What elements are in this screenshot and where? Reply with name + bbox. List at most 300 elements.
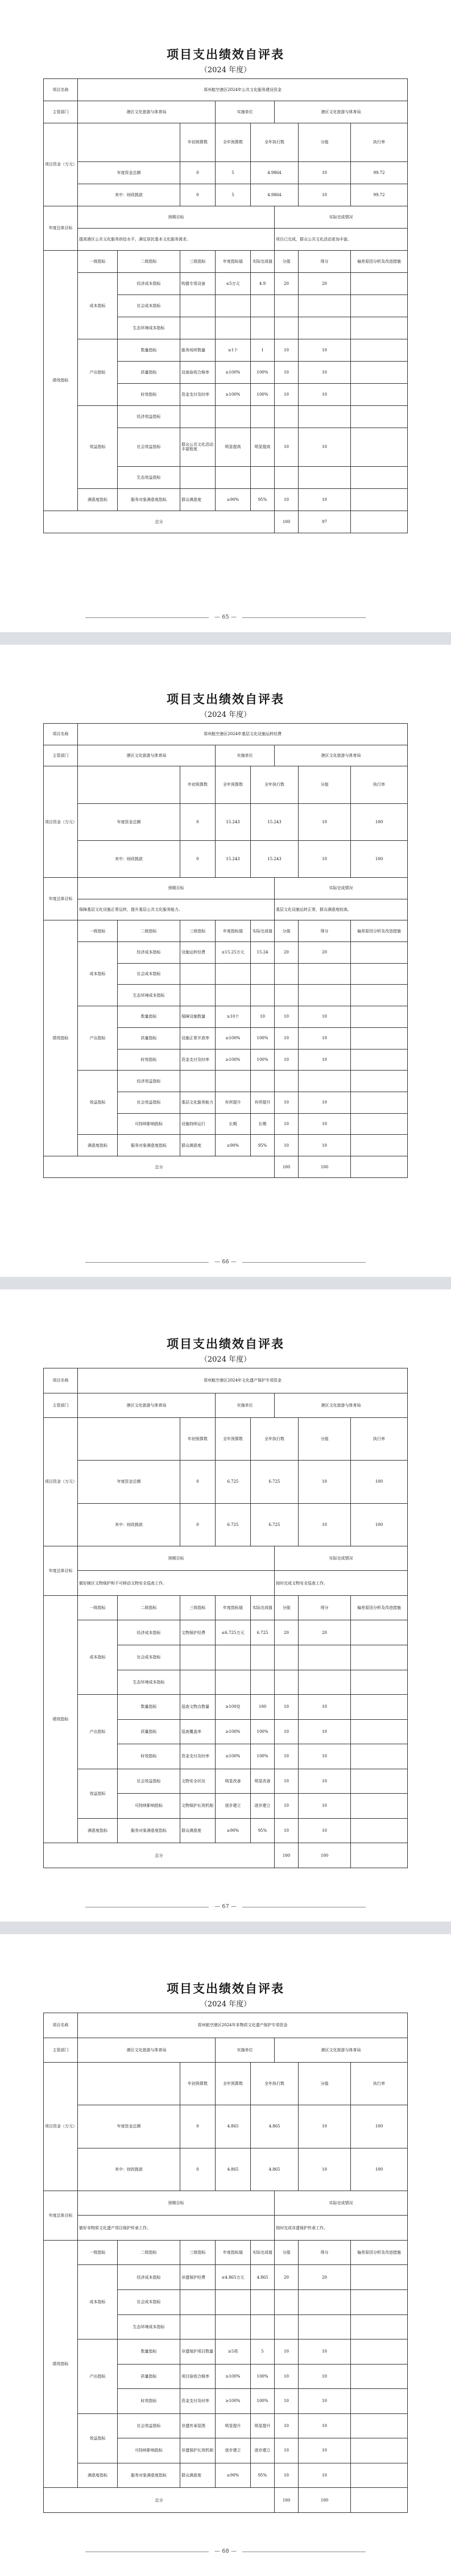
funds-header-cell: 年初预算数 [180,766,216,803]
indicator-cell: 100% [251,2389,275,2414]
indicator-cell: 逐步建立 [216,1794,251,1819]
indicator-cell: 设施持续运行 [180,1113,216,1135]
indicator-cell [351,942,408,964]
indicator-row [44,272,408,294]
indicator-cell [351,2265,408,2290]
dept-label: 主管部门 [44,2038,78,2063]
indicator-cell: 100% [251,1744,275,1769]
indicator-cell: 服务对象满意度指标 [118,488,180,511]
indicator-cell: 有所提升 [216,1092,251,1113]
indicator-cell [351,272,408,294]
indicator-cell [251,1071,275,1092]
indicator-cell: 明显改善 [216,1769,251,1794]
indicator-cell: 数量指标 [118,339,180,361]
evaluation-table [43,2013,408,2513]
indicator-cell: 20 [275,1620,299,1645]
indicator-cell: 10 [275,1719,299,1744]
table-row [44,1156,408,1178]
indicator-cell: 100% [251,362,275,384]
table-row [44,123,408,162]
funds-cell: 15.243 [216,803,251,840]
indicator-cell: 20 [275,272,299,294]
indicator-level1: 满意度指标 [78,1818,118,1843]
funds-header-cell: 全年预算数 [216,1418,251,1461]
indicator-cell [351,1695,408,1720]
total-label: 总分 [44,1843,275,1868]
table-row [44,2013,408,2038]
indicator-cell [351,1670,408,1695]
indicator-cell [351,1794,408,1819]
indicator-row [44,2463,408,2488]
indicator-level1: 成本指标 [78,1620,118,1695]
project-name-label: 项目名称 [44,2013,78,2038]
indicator-cell: 10 [275,1818,299,1843]
indicator-cell: 10 [275,2413,299,2438]
indicator-header-cell: 偏差原因分析及改进措施 [351,250,408,272]
total-blank [351,2488,408,2513]
funds-label: 项目资金（万元） [44,766,78,878]
indicator-level1: 效益指标 [78,406,118,489]
funds-cell: 其中：财政拨款 [78,1503,180,1546]
dept-value: 港区文化旅游与体育局 [78,2038,216,2063]
indicator-cell: 文物保护长效机制 [180,1794,216,1819]
indicator-cell: 15.24 [251,942,275,964]
page-number-text: — 68 — [209,2548,242,2554]
funds-cell: 0 [180,184,216,206]
indicator-cell [216,294,251,317]
indicator-cell: 10 [299,428,351,467]
funds-cell: 15.243 [216,840,251,877]
indicator-cell [275,406,299,428]
indicator-cell [351,1049,408,1071]
indicator-cell: 20 [299,942,351,964]
indicator-cell: 保障设施数量 [180,1006,216,1028]
goal-actual-label: 实际完成情况 [275,1546,408,1571]
funds-cell: 10 [299,2105,351,2148]
indicator-header-cell: 一级指标 [78,1595,118,1620]
indicator-cell: 社会效益指标 [118,2413,180,2438]
funds-cell: 100 [351,803,408,840]
funds-cell: 0 [180,1503,216,1546]
indicator-cell [180,1071,216,1092]
impl-value: 港区文化旅游与体育局 [275,2038,408,2063]
indicator-cell: 社会成本指标 [118,294,180,317]
goal-expected-label: 预期目标 [78,1546,275,1571]
indicator-cell [251,1645,275,1670]
indicator-cell: 10 [275,2438,299,2463]
indicator-cell [251,294,275,317]
funds-cell: 0 [180,2105,216,2148]
total-blank [351,511,408,533]
indicator-cell [351,2438,408,2463]
indicator-cell: 社会效益指标 [118,1769,180,1794]
indicator-header-cell: 三级指标 [180,2240,216,2265]
page-1 [0,0,451,631]
table-row [44,920,408,942]
indicator-cell [351,466,408,488]
indicator-cell [351,1620,408,1645]
indicator-cell: 设备验收合格率 [180,362,216,384]
table-row [44,1546,408,1571]
indicator-cell [351,1027,408,1049]
total-score: 100 [275,1156,299,1178]
indicator-header-cell: 实际完成值 [251,250,275,272]
funds-header-cell: 分值 [299,1418,351,1461]
indicator-cell: 6.725 [251,1620,275,1645]
goal-actual-label: 实际完成情况 [275,877,408,899]
funds-cell: 4.865 [251,2105,299,2148]
indicator-cell: 10 [299,1027,351,1049]
indicator-cell: ≥100% [216,1049,251,1071]
indicator-cell: ≤5万元 [216,272,251,294]
dept-label: 主管部门 [44,101,78,123]
indicator-header-cell: 一级指标 [78,250,118,272]
table-row [44,206,408,228]
indicator-cell: 10 [275,339,299,361]
page-4 [0,1934,451,2565]
indicator-cell: 服务对象满意度指标 [118,2463,180,2488]
page-title: 项目支出绩效自评表 [167,1982,284,1996]
indicator-cell: 100 [251,1695,275,1720]
indicator-cell: 数量指标 [118,1006,180,1028]
indicator-level1: 成本指标 [78,942,118,1006]
indicator-cell: 可持续影响指标 [118,1113,180,1135]
project-name-label: 项目名称 [44,724,78,745]
indicator-cell: 服务对象满意度指标 [118,1818,180,1843]
goal-actual: 按时完成非遗保护传承工作。 [275,2216,408,2241]
funds-header-cell: 执行率 [351,766,408,803]
goal-label: 年度总体目标 [44,877,78,920]
total-score: 100 [275,511,299,533]
indicator-cell: 购置专用设备 [180,272,216,294]
indicator-cell: 数量指标 [118,1695,180,1720]
indicator-cell: 时效指标 [118,384,180,406]
evaluation-table [43,1368,408,1868]
indicator-cell [251,1670,275,1695]
indicator-cell: 10 [275,2364,299,2389]
indicator-cell: ≤15.25万元 [216,942,251,964]
indicator-header-cell: 偏差原因分析及改进措施 [351,2240,408,2265]
indicator-cell: 10 [299,2438,351,2463]
indicator-cell: 100% [251,1719,275,1744]
funds-cell: 10 [299,161,351,184]
page-3 [0,1289,451,1920]
indicator-cell [216,963,251,985]
indicator-cell: 社会成本指标 [118,963,180,985]
funds-label: 项目资金（万元） [44,1418,78,1546]
indicator-cell [216,466,251,488]
goal-label: 年度总体目标 [44,2191,78,2240]
indicator-cell: 非遗保护经费 [180,2265,216,2290]
indicator-cell: 10 [275,1006,299,1028]
goal-expected: 做好非物质文化遗产项目保护传承工作。 [78,2216,275,2241]
indicator-cell [351,985,408,1006]
indicator-cell [351,1135,408,1156]
indicator-cell [251,2314,275,2339]
indicator-cell [275,466,299,488]
indicator-cell: 1 [251,339,275,361]
indicator-cell: 巡查文物点数量 [180,1695,216,1720]
indicator-cell [251,317,275,339]
indicator-cell: 可持续影响指标 [118,1794,180,1819]
funds-header-cell: 执行率 [351,2063,408,2105]
indicator-header-cell: 二级指标 [118,2240,180,2265]
indicator-cell [275,2289,299,2314]
table-row [44,79,408,101]
indicator-cell: 10 [299,2463,351,2488]
indicator-header-cell: 得分 [299,920,351,942]
page-title: 项目支出绩效自评表 [167,692,284,706]
funds-header-cell: 全年预算数 [216,2063,251,2105]
indicator-cell: 逐步建立 [251,2438,275,2463]
goal-expected-label: 预期目标 [78,2191,275,2216]
indicator-cell [351,1719,408,1744]
funds-cell: 0 [180,161,216,184]
funds-cell: 99.72 [351,161,408,184]
table-row [44,1393,408,1418]
indicator-cell [351,2364,408,2389]
indicator-cell: 100% [251,1049,275,1071]
indicator-cell: 资金支付及时率 [180,1744,216,1769]
funds-cell: 6.725 [251,1461,299,1503]
indicator-header-cell: 年度指标值 [216,250,251,272]
indicator-level1: 产出指标 [78,1006,118,1071]
indicator-level1: 效益指标 [78,1769,118,1818]
indicator-cell: 10 [299,1794,351,1819]
indicator-cell: 10 [275,2463,299,2488]
funds-cell: 100 [351,1503,408,1546]
indicator-level1: 满意度指标 [78,2463,118,2488]
indicator-cell: 生态环境成本指标 [118,1670,180,1695]
indicator-header-cell: 二级指标 [118,1595,180,1620]
indicator-cell: ≥90% [216,2463,251,2488]
indicator-cell: 非遗保护长效机制 [180,2438,216,2463]
indicator-level1: 满意度指标 [78,1135,118,1156]
indicator-header-cell: 三级指标 [180,1595,216,1620]
indicator-cell: 10 [275,362,299,384]
indicator-cell: 10 [299,1113,351,1135]
indicator-cell [299,317,351,339]
funds-header-cell: 全年执行数 [251,766,299,803]
indicator-row [44,339,408,361]
page-year: （2024 年度） [200,66,251,74]
table-row [44,2488,408,2513]
goal-expected-label: 预期目标 [78,877,275,899]
indicator-cell: 项目验收合格率 [180,2364,216,2389]
indicator-cell: 逐步建立 [216,2438,251,2463]
indicator-row [44,1071,408,1092]
indicator-cell: ≥100% [216,362,251,384]
funds-header-cell: 年初预算数 [180,2063,216,2105]
goal-expected: 提高港区公共文化服务供给水平，满足居民基本文化服务需求。 [78,228,275,250]
funds-cell: 6.725 [216,1461,251,1503]
funds-cell: 99.72 [351,184,408,206]
goal-actual: 基层文化设施运转正常，群众满意度较高。 [275,899,408,920]
indicator-cell [351,1092,408,1113]
indicator-cell: 5 [251,2339,275,2365]
table-row [44,2063,408,2105]
indicator-cell: 10 [275,1135,299,1156]
indicator-cell: 生态环境成本指标 [118,2314,180,2339]
indicator-cell: 10 [299,1006,351,1028]
indicator-cell [299,466,351,488]
funds-cell: 6.725 [216,1503,251,1546]
total-label: 总分 [44,511,275,533]
indicator-header-cell: 年度指标值 [216,1595,251,1620]
funds-cell: 0 [180,840,216,877]
indicator-cell: 20 [275,2265,299,2290]
funds-cell: 0 [180,2148,216,2191]
indicator-header-cell: 一级指标 [78,2240,118,2265]
impl-value: 港区文化旅游与体育局 [275,1393,408,1418]
indicator-cell: 100% [251,2364,275,2389]
indicator-cell: 经济成本指标 [118,272,180,294]
funds-header-cell: 全年预算数 [216,766,251,803]
funds-cell: 4.9864 [251,161,299,184]
funds-cell: 年度资金总额 [78,803,180,840]
indicator-cell: 10 [275,488,299,511]
funds-cell: 其中：财政拨款 [78,2148,180,2191]
indicator-cell [180,317,216,339]
indicator-cell: 10 [299,362,351,384]
funds-cell: 4.865 [216,2148,251,2191]
total-got: 97 [299,511,351,533]
table-row [44,161,408,184]
indicator-cell [351,1006,408,1028]
table-row [44,1418,408,1461]
indicator-cell [275,317,299,339]
funds-cell: 5 [216,161,251,184]
table-row [44,1595,408,1620]
table-row [44,1843,408,1868]
indicator-level1: 产出指标 [78,2339,118,2414]
indicator-cell [351,2389,408,2414]
funds-header-cell [78,123,180,162]
table-row [44,511,408,533]
funds-cell: 10 [299,184,351,206]
funds-cell: 4.865 [216,2105,251,2148]
indicator-cell [275,985,299,1006]
indicator-cell: 4.865 [251,2265,275,2290]
indicator-cell: 95% [251,1135,275,1156]
indicator-cell: 20 [275,942,299,964]
indicator-cell: ≥100% [216,1027,251,1049]
indicator-cell: ≥90% [216,1818,251,1843]
indicator-cell [216,1670,251,1695]
funds-header-cell: 分值 [299,2063,351,2105]
funds-header-cell: 分值 [299,123,351,162]
indicator-cell: 4.9 [251,272,275,294]
indicator-cell [299,1670,351,1695]
indicator-cell: 时效指标 [118,1744,180,1769]
page-2 [0,645,451,1276]
indicator-cell: 明显提升 [251,2413,275,2438]
indicator-cell [351,2314,408,2339]
indicator-cell: 有所提升 [251,1092,275,1113]
indicator-level1: 满意度指标 [78,488,118,511]
impl-value: 港区文化旅游与体育局 [275,745,408,766]
indicator-cell: ≥100处 [216,1695,251,1720]
indicator-cell: 社会成本指标 [118,2289,180,2314]
indicator-cell: 10 [275,1092,299,1113]
indicator-label: 绩效指标 [44,250,78,511]
page-number-text: — 67 — [209,1903,242,1910]
table-row [44,899,408,920]
indicator-cell: 群众满意度 [180,1135,216,1156]
indicator-cell [251,466,275,488]
funds-cell: 10 [299,840,351,877]
indicator-cell: 10 [275,1794,299,1819]
indicator-cell [351,294,408,317]
indicator-cell: ≥100% [216,2364,251,2389]
indicator-cell [299,985,351,1006]
indicator-cell: 群众满意度 [180,1818,216,1843]
indicator-row [44,2339,408,2365]
indicator-row [44,1135,408,1156]
indicator-cell: 数量指标 [118,2339,180,2365]
indicator-level1: 成本指标 [78,272,118,339]
indicator-cell: 10 [299,2364,351,2389]
total-got: 100 [299,1156,351,1178]
indicator-cell [299,2289,351,2314]
indicator-cell: 巡查覆盖率 [180,1719,216,1744]
project-name-label: 项目名称 [44,79,78,101]
indicator-cell [351,362,408,384]
table-row [44,2191,408,2216]
indicator-cell: 10 [275,1695,299,1720]
indicator-cell: 10 [299,2413,351,2438]
indicator-cell [180,985,216,1006]
indicator-row [44,1769,408,1794]
indicator-cell: 100% [251,1027,275,1049]
dept-label: 主管部门 [44,745,78,766]
table-row [44,2240,408,2265]
indicator-cell: 明显提高 [216,428,251,467]
indicator-cell: 社会效益指标 [118,1092,180,1113]
page-year: （2024 年度） [200,1355,251,1364]
funds-label: 项目资金（万元） [44,2063,78,2191]
dept-value: 港区文化旅游与体育局 [78,745,216,766]
indicator-cell: 服务场所数量 [180,339,216,361]
total-got: 100 [299,2488,351,2513]
goal-actual: 按时完成文物安全巡查工作。 [275,1571,408,1596]
table-row [44,1368,408,1393]
indicator-cell [351,2289,408,2314]
indicator-cell: ≥100% [216,384,251,406]
page-number [0,614,451,620]
funds-header-cell: 执行率 [351,123,408,162]
indicator-cell: 基层文化服务能力 [180,1092,216,1113]
funds-cell: 100 [351,2105,408,2148]
indicator-cell: 10 [275,2389,299,2414]
indicator-cell [351,1744,408,1769]
indicator-cell [299,294,351,317]
funds-header-cell: 全年执行数 [251,123,299,162]
indicator-cell: 设施运转经费 [180,942,216,964]
indicator-cell [351,2339,408,2365]
indicator-row [44,1695,408,1720]
impl-value: 港区文化旅游与体育局 [275,101,408,123]
indicator-cell: 群众公共文化活动丰富程度 [180,428,216,467]
funds-header-cell: 全年预算数 [216,123,251,162]
funds-cell: 4.865 [251,2148,299,2191]
table-row [44,745,408,766]
goal-expected-label: 预期目标 [78,206,275,228]
page-number [0,1259,451,1265]
indicator-header-cell: 得分 [299,2240,351,2265]
indicator-label: 绩效指标 [44,920,78,1156]
indicator-cell: 10 [299,1818,351,1843]
